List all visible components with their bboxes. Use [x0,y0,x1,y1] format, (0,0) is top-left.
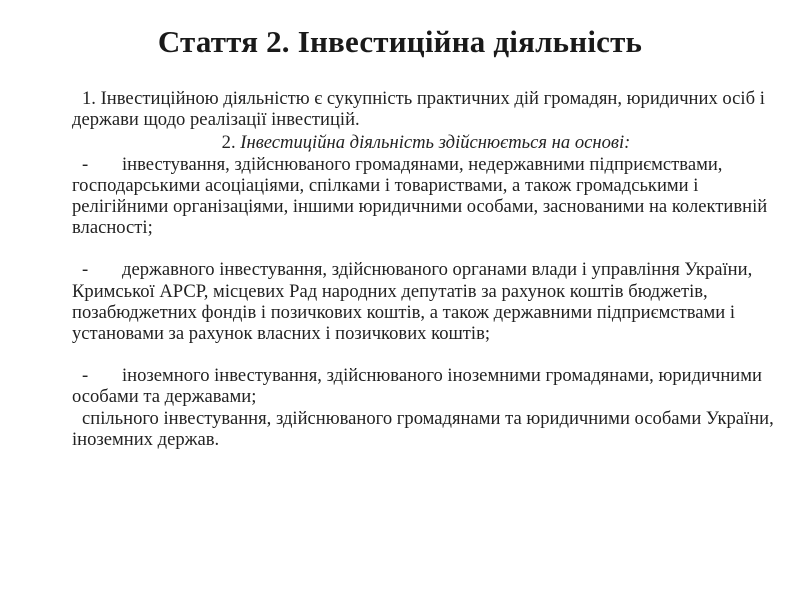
list-item [72,365,780,407]
list-item-marker: - [82,153,89,175]
list-item [72,154,780,239]
last-list-item: спільного інвестування, здійснюваного громадянами та юридичними особами України, іноземних держав. [72,407,774,450]
list-item-text: державного інвестування, здійснюваного органами влади і управління України, Кримської АРСР, місцевих Рад народних депутатів за рахунок коштів бюджетів, позабюджетних фондів і позичкових коштів, а також державними підприємствами і установами за рахунок власних і позичкових коштів; [72,259,753,345]
paragraph-2-text: Інвестиційна діяльність здійснюється на основі: [240,132,631,154]
spacer [72,238,780,259]
paragraph-2-number: 2. [221,132,236,154]
article-body [72,88,780,450]
list-item-marker: - [82,365,89,387]
list-item-marker: - [82,259,89,281]
paragraph-1: 1. Інвестиційною діяльністю є сукупність практичних дій громадян, юридичних осіб і держави щодо реалізації інвестицій. [72,88,765,131]
list-item [72,259,780,344]
list-item-text: іноземного інвестування, здійснюваного іноземними громадянами, юридичними особами та державами; [72,365,762,408]
spacer [72,344,780,365]
slide-title: Стаття 2. Інвестиційна діяльність [157,24,643,59]
list-item-text: інвестування, здійснюваного громадянами, недержавними підприємствами, господарськими асоціаціями, спілками і товариствами, а також громадськими і релігійними організаціями, іншими юридичними особами, заснованими на колективній власності; [72,153,768,239]
paragraph-2 [72,132,780,153]
